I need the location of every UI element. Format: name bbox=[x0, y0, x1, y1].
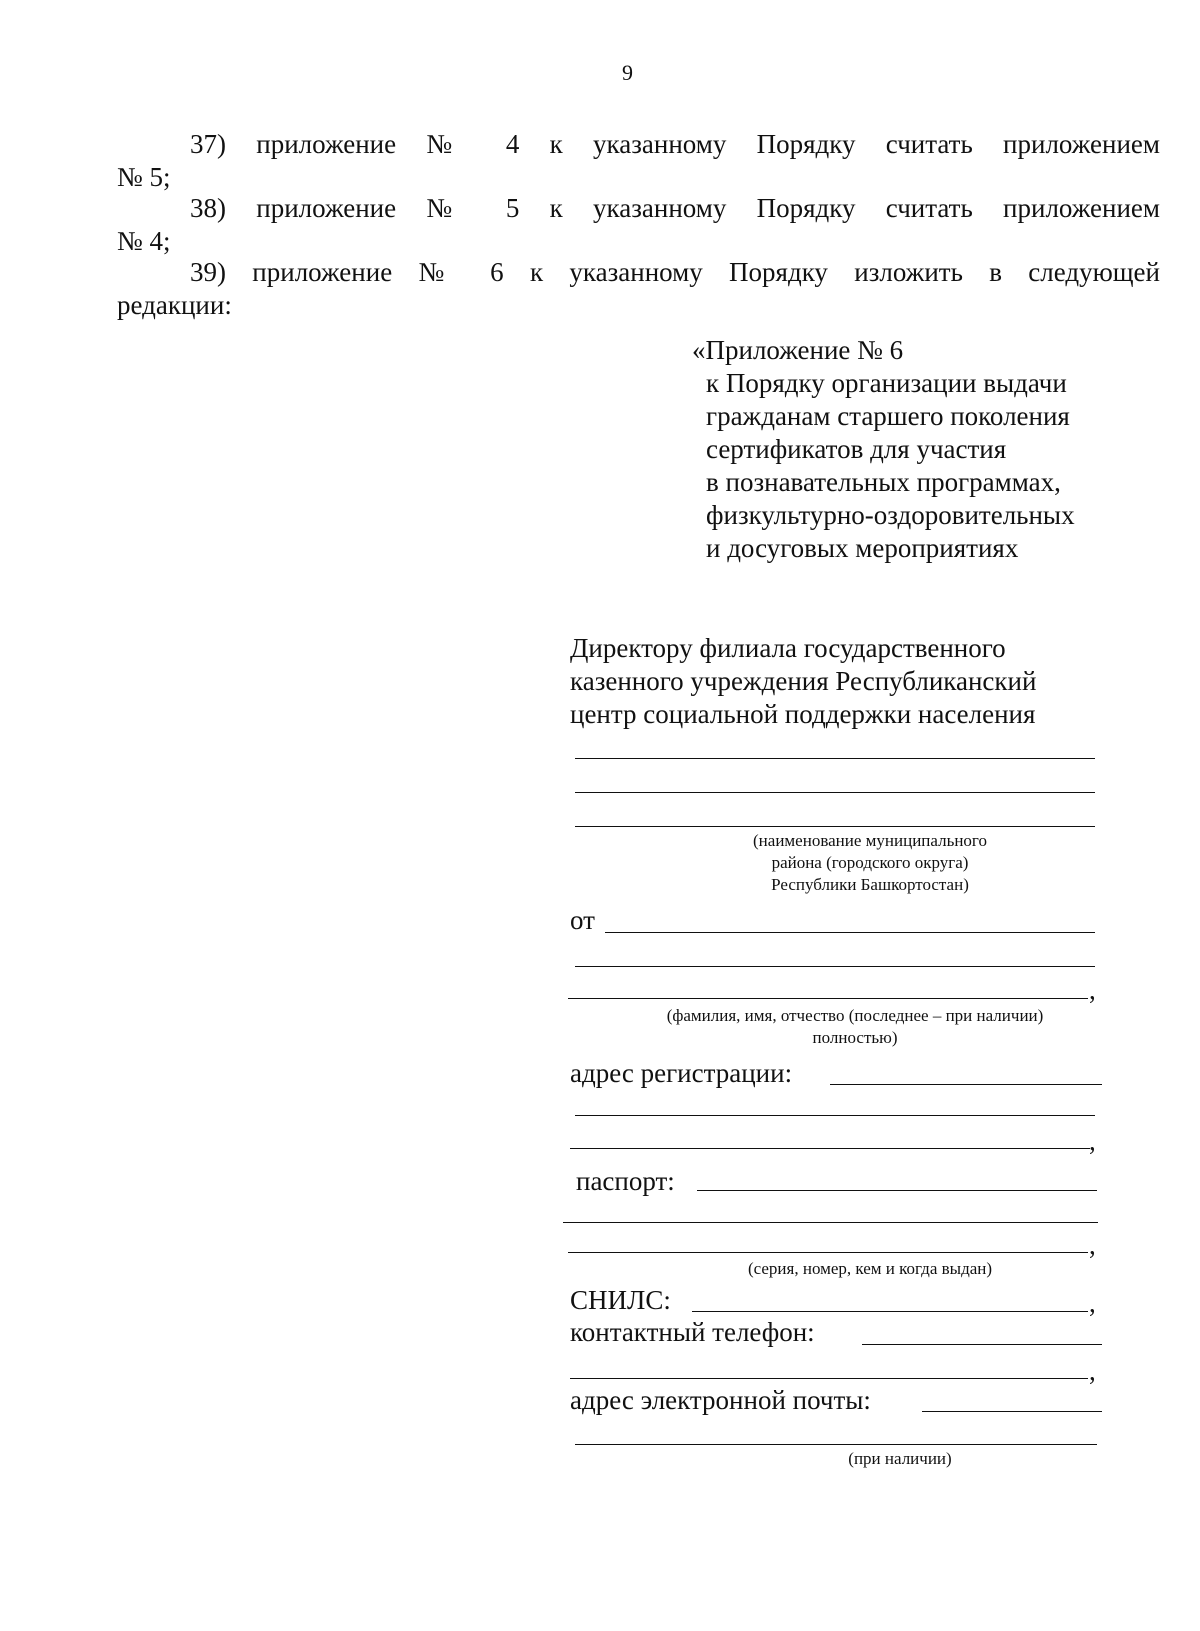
appendix-header bbox=[692, 334, 1075, 565]
passport-line-3[interactable] bbox=[568, 1252, 1088, 1253]
appendix-line: сертификатов для участия bbox=[706, 434, 1007, 464]
addressee-line: Директору филиала государственного bbox=[570, 633, 1006, 663]
note-line: (фамилия, имя, отчество (последнее – при наличии) bbox=[666, 1006, 1044, 1025]
registration-line-3[interactable] bbox=[570, 1148, 1090, 1149]
passport-note: (серия, номер, кем и когда выдан) bbox=[747, 1259, 993, 1278]
note-line: полностью) bbox=[812, 1028, 898, 1047]
phone-line-2[interactable] bbox=[570, 1378, 1088, 1379]
paragraph-37 bbox=[117, 128, 1160, 194]
comma: , bbox=[1089, 1126, 1096, 1156]
fio-line-3[interactable] bbox=[568, 998, 1088, 999]
municipality-note bbox=[620, 830, 1120, 896]
paragraph-38-line1: 38) приложение № 5 к указанному Порядку считать приложением bbox=[190, 193, 1160, 223]
appendix-title: «Приложение № 6 bbox=[692, 335, 904, 365]
addressee-block bbox=[570, 632, 1036, 731]
paragraph-37-line1: 37) приложение № 4 к указанному Порядку считать приложением bbox=[190, 129, 1160, 159]
email-line-2[interactable] bbox=[575, 1444, 1097, 1445]
paragraph-39-line2: редакции: bbox=[117, 290, 232, 320]
note-line: Республики Башкортостан) bbox=[771, 875, 969, 894]
phone-line-1[interactable] bbox=[862, 1344, 1102, 1345]
phone-label: контактный телефон: bbox=[570, 1317, 815, 1347]
appendix-line: физкультурно-оздоровительных bbox=[706, 500, 1075, 530]
municipality-line-3[interactable] bbox=[575, 826, 1095, 827]
paragraph-38-line2: № 4; bbox=[117, 226, 171, 256]
email-note: (при наличии) bbox=[848, 1449, 952, 1468]
fio-note bbox=[590, 1005, 1120, 1049]
addressee-line: центр социальной поддержки населения bbox=[570, 699, 1036, 729]
paragraph-39 bbox=[117, 256, 1160, 322]
page-number: 9 bbox=[622, 60, 633, 85]
registration-line-2[interactable] bbox=[575, 1115, 1095, 1116]
snils-line[interactable] bbox=[692, 1311, 1088, 1312]
fio-line-2[interactable] bbox=[575, 966, 1095, 967]
municipality-line-2[interactable] bbox=[575, 792, 1095, 793]
paragraph-37-line2: № 5; bbox=[117, 162, 171, 192]
passport-line-1[interactable] bbox=[697, 1190, 1097, 1191]
municipality-line-1[interactable] bbox=[575, 758, 1095, 759]
comma: , bbox=[1089, 1356, 1096, 1386]
registration-label: адрес регистрации: bbox=[570, 1058, 793, 1088]
appendix-line: в познавательных программах, bbox=[706, 467, 1061, 497]
note-line: района (городского округа) bbox=[771, 853, 969, 872]
comma: , bbox=[1089, 1288, 1096, 1318]
note-line: (наименование муниципального bbox=[753, 831, 987, 850]
passport-line-2[interactable] bbox=[563, 1222, 1098, 1223]
fio-line-1[interactable] bbox=[605, 932, 1095, 933]
comma: , bbox=[1089, 975, 1096, 1005]
appendix-line: к Порядку организации выдачи bbox=[706, 368, 1067, 398]
registration-line-1[interactable] bbox=[830, 1084, 1102, 1085]
appendix-line: и досуговых мероприятиях bbox=[706, 533, 1019, 563]
addressee-line: казенного учреждения Республиканский bbox=[570, 666, 1037, 696]
appendix-line: гражданам старшего поколения bbox=[706, 401, 1070, 431]
from-label: от bbox=[570, 905, 595, 935]
email-line-1[interactable] bbox=[922, 1411, 1102, 1412]
snils-label: СНИЛС: bbox=[570, 1285, 671, 1315]
paragraph-39-line1: 39) приложение № 6 к указанному Порядку изложить в следующей bbox=[190, 257, 1160, 287]
email-label: адрес электронной почты: bbox=[570, 1385, 871, 1415]
passport-label: паспорт: bbox=[576, 1166, 675, 1196]
paragraph-38 bbox=[117, 192, 1160, 258]
comma: , bbox=[1089, 1230, 1096, 1260]
